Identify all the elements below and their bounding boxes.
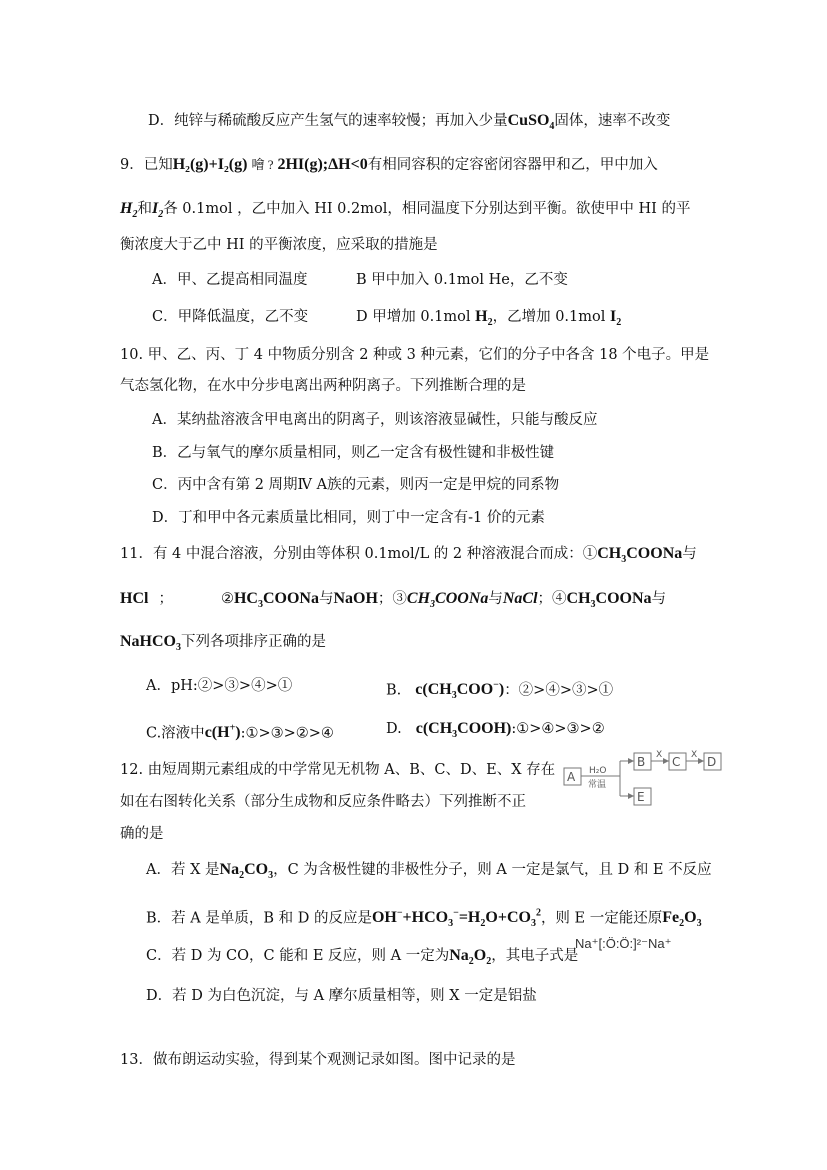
q11-option-b: B. $c(CH_3COO^-)$：②>④>③>① [386,680,614,702]
label-a: A [567,770,576,784]
q11-option-d: D. $c(CH_3COOH):①>④>③>②$ [386,720,605,741]
label-b: B [637,755,646,769]
label-e: E [637,790,645,804]
q12-option-a: A．若 X 是$Na_2CO_3$，C 为含极性键的非极性分子，则 A 一定是氯气，且 D 和 E 不反应 [146,861,712,882]
q11-option-c: C.溶液中c(H+):①>③>②>④ [146,723,334,742]
q11-option-a: A．pH:②>③>④>① [146,678,293,694]
electron-dot-formula: Na⁺[:Ö:Ö:]²⁻Na⁺ [575,936,672,951]
q11-stem-line2: HCl ； $②HC_3COONa$与NaOH；$③CH_3COONa$与NaCl；$④CH_3COONa$与 [120,590,667,611]
label-x2: X [691,750,698,760]
q8-option-d: D．纯锌与稀硫酸反应产生氢气的速率较慢；再加入少量CuSO$_4$固体，速率不改变 [148,112,671,133]
q12-stem-line1: 12. 由短周期元素组成的中学常见无机物 A、B、C、D、E、X 存在 [120,762,556,778]
q10-option-b: B．乙与氧气的摩尔质量相同，则乙一定含有极性键和非极性键 [152,445,555,461]
label-c: C [672,755,681,769]
q10-stem-line2: 气态氢化物，在水中分步电离出两种阴离子。下列推断合理的是 [120,378,526,394]
conversion-diagram [560,748,730,810]
q12-option-d: D．若 D 为白色沉淀，与 A 摩尔质量相等，则 X 一定是铝盐 [146,988,537,1004]
q10-stem-line1: 10. 甲、乙、丙、丁 4 中物质分别含 2 种或 3 种元素，它们的分子中各含 18 个电子。甲是 [120,347,710,363]
label-room-temp: 常温 [588,780,607,790]
q9-option-a: A．甲、乙提高相同温度 [152,272,308,288]
q12-stem-line2: 如在右图转化关系（部分生成物和反应条件略去）下列推断不正 [120,794,526,810]
q9-stem-line1: 9．已知H₂(g)+I₂(g) 噲 ? 2HI(g);ΔH<0有相同容积的定容密闭容器甲和乙，甲中加入 [120,156,658,173]
q12-option-c: C．若 D 为 CO，C 能和 E 反应，则 A 一定为$Na_2O_2$，其电子式是 [146,947,579,968]
q9-option-b: B 甲中加入 0.1mol He，乙不变 [356,272,568,288]
q12-stem-line3: 确的是 [120,826,164,842]
q9-stem-line2: $H_2$和$I_2$各 0.1mol ，乙中加入 HI 0.2mol，相同温度下分别达到平衡。欲使甲中 HI 的平 [120,200,691,221]
q12-option-b: B．若 A 是单质，B 和 D 的反应是$OH^-+HCO_3^-=H_2O+CO_3^2$，则 E 一定能还原$Fe_2O_3$ [146,908,702,930]
q10-option-c: C．丙中含有第 2 周期Ⅳ A族的元素，则丙一定是甲烷的同系物 [152,477,560,493]
cuso4-formula: CuSO$_4$ [507,112,555,133]
q9-option-d: D 甲增加 0.1mol $H_2$，乙增加 0.1mol $I_2$ [356,308,622,329]
equilibrium-equation: H₂(g)+I₂(g) 噲 ? 2HI(g);ΔH<0 [172,156,368,173]
q11-stem-line3: NaHCO$_3$下列各项排序正确的是 [120,633,326,654]
q13-stem-line1: 13．做布朗运动实验，得到某个观测记录如图。图中记录的是 [120,1052,516,1068]
q10-option-d: D．丁和甲中各元素质量比相同，则丁中一定含有-1 价的元素 [152,510,545,526]
q9-stem-line3: 衡浓度大于乙中 HI 的平衡浓度，应采取的措施是 [120,237,438,253]
q10-option-a: A．某纳盐溶液含甲电离出的阴离子，则该溶液显碱性，只能与酸反应 [152,412,598,428]
q11-stem-line1: 11．有 4 中混合溶液，分别由等体积 0.1mol/L 的 2 种溶液混合而成：$①CH_3COONa$与 [120,545,697,566]
label-h2o: H₂O [589,766,607,776]
label-d: D [707,755,717,769]
q9-option-c: C．甲降低温度，乙不变 [152,309,309,325]
label-x1: X [656,750,663,760]
